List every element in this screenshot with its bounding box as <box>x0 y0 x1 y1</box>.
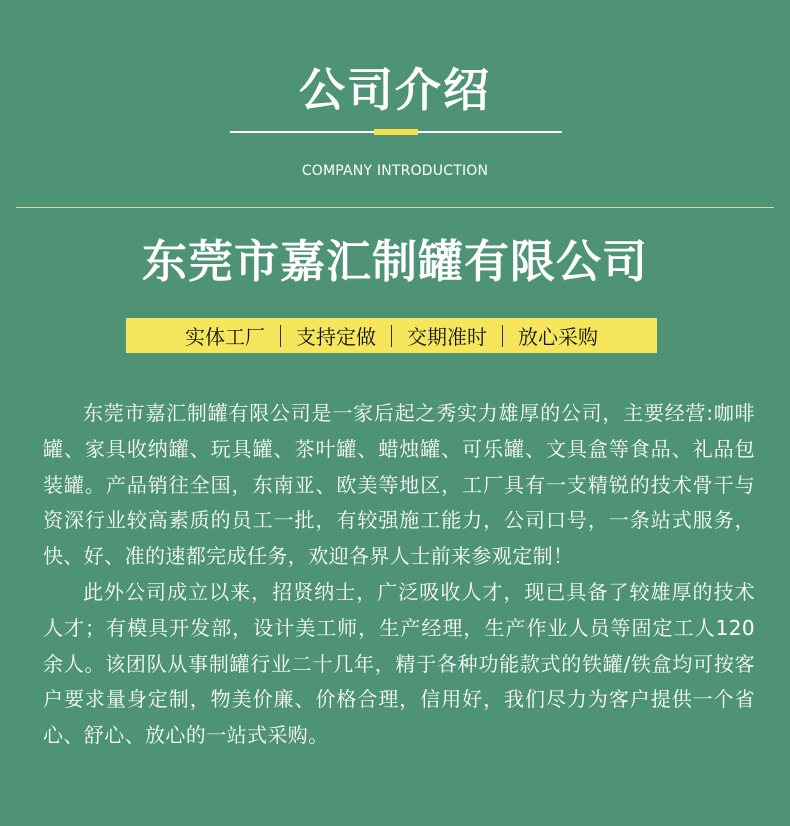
title-accent-bar <box>374 129 418 135</box>
feature-banner <box>126 318 657 353</box>
company-name: 东莞市嘉汇制罐有限公司 <box>141 235 648 288</box>
intro-paragraph: 东莞市嘉汇制罐有限公司是一家后起之秀实力雄厚的公司，主要经营:咖啡罐、家具收纳罐、玩具罐、茶叶罐、蜡烛罐、可乐罐、文具盒等食品、礼品包装罐。产品销往全国，东南亚、欧美等地区，工厂具有一支精锐的技术骨干与资深行业较高素质的员工一批，有较强施工能力，公司口号，一条站式服务，快、好、准的速都完成任务，欢迎各界人士前来参观定制！ <box>43 401 755 569</box>
feature-item: 支持定做 <box>296 325 376 349</box>
section-title: 公司介绍 <box>299 63 491 117</box>
intro-paragraph: 此外公司成立以来，招贤纳士，广泛吸收人才，现已具备了较雄厚的技术人才；有模具开发部，设计美工师，生产经理，生产作业人员等固定工人120余人。该团队从事制罐行业二十几年，精于各种功能款式的铁罐/铁盒均可按客户要求量身定制，物美价廉、价格合理，信用好，我们尽力为客户提供一个省心、舒心、放心的一站式采购。 <box>43 579 755 748</box>
feature-item: 交期准时 <box>407 325 487 349</box>
company-introduction <box>43 396 755 754</box>
feature-item: 放心采购 <box>518 325 598 349</box>
section-divider <box>16 207 774 208</box>
feature-item: 实体工厂 <box>185 325 265 349</box>
section-subtitle: COMPANY INTRODUCTION <box>301 163 489 179</box>
